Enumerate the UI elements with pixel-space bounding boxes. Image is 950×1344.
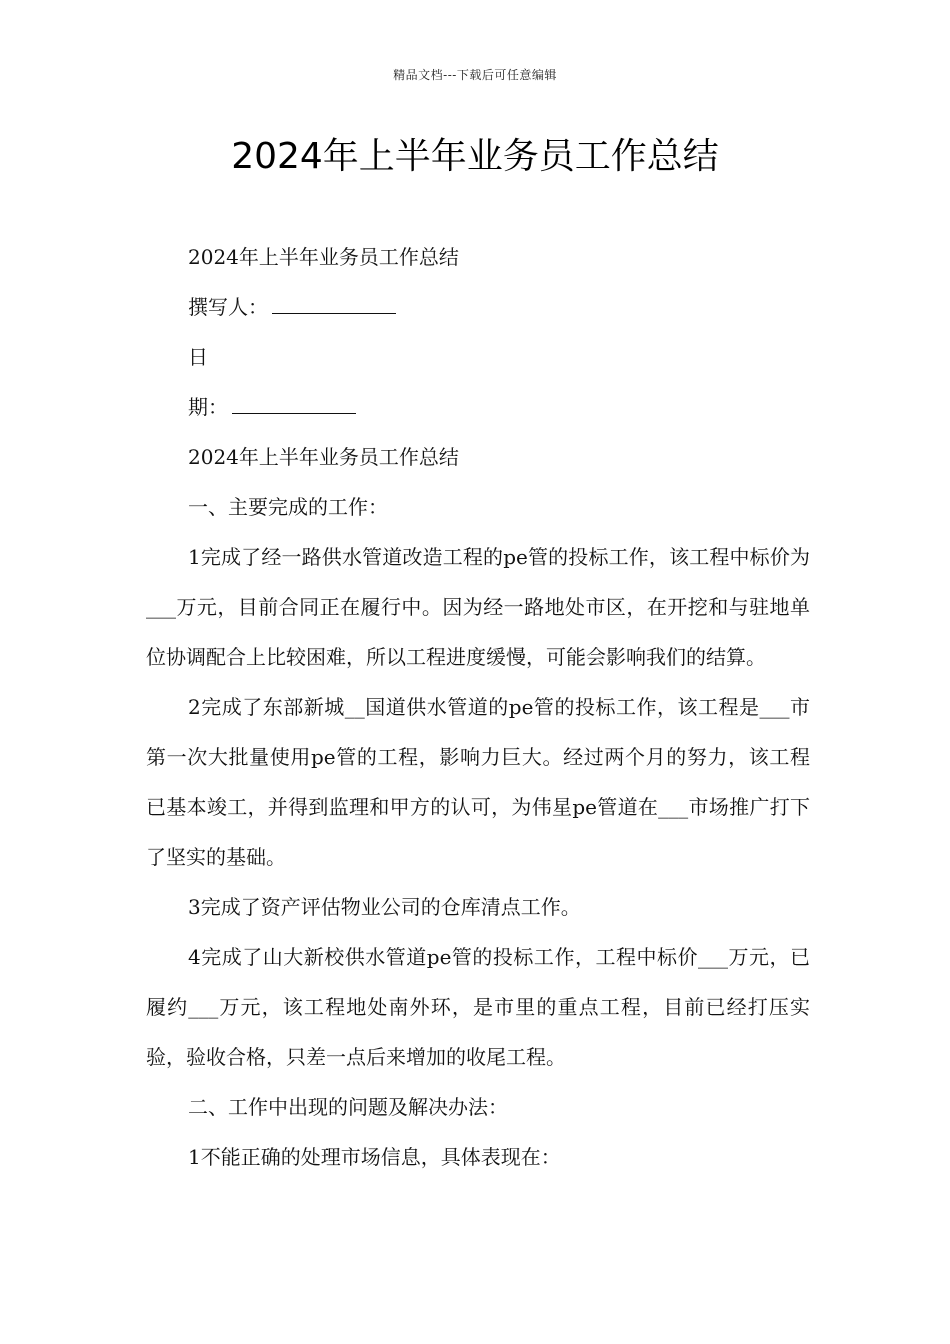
paragraph-item-3: 3完成了资产评估物业公司的仓库清点工作。 [188,895,581,919]
author-line [146,282,810,332]
date-label: 期： [188,395,228,419]
paragraph-item-4: 4完成了山大新校供水管道pe管的投标工作，工程中标价___万元，已履约___万元，该工程地处南外环，是市里的重点工程，目前已经打压实验，验收合格，只差一点后来增加的收尾工程。 [146,945,810,1069]
document-body [146,232,810,1182]
paragraph-item-2: 2完成了东部新城__国道供水管道的pe管的投标工作，该工程是___市第一次大批量使用pe管的工程，影响力巨大。经过两个月的努力，该工程已基本竣工，并得到监理和甲方的认可，为伟星pe管道在___市场推广打下了坚实的基础。 [146,695,810,869]
subtitle: 2024年上半年业务员工作总结 [188,245,459,269]
date-blank [232,389,356,414]
author-blank [272,289,396,314]
date-line-2 [146,382,810,432]
date-line-1: 日 [188,345,208,369]
repeat-title: 2024年上半年业务员工作总结 [188,445,459,469]
section-1-heading: 一、主要完成的工作： [188,495,388,519]
author-label: 撰写人： [188,295,268,319]
paragraph-item-5: 1不能正确的处理市场信息，具体表现在： [188,1145,561,1169]
header-note: 精品文档---下载后可任意编辑 [393,68,557,82]
paragraph-item-1: 1完成了经一路供水管道改造工程的pe管的投标工作，该工程中标价为___万元，目前合同正在履行中。因为经一路地处市区，在开挖和与驻地单位协调配合上比较困难，所以工程进度缓慢，可能会影响我们的结算。 [146,545,810,669]
document-title: 2024年上半年业务员工作总结 [231,136,719,177]
section-2-heading: 二、工作中出现的问题及解决办法： [188,1095,508,1119]
